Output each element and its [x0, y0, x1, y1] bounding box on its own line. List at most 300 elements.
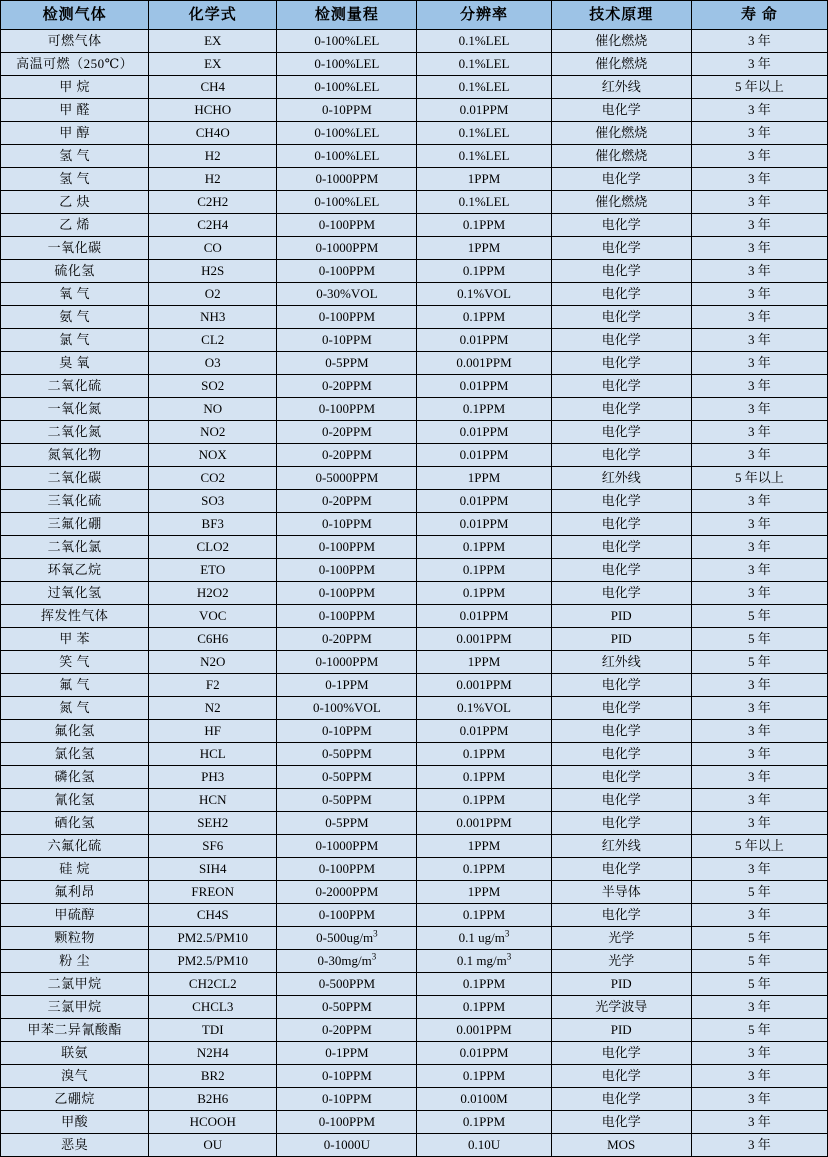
- table-cell: 3 年: [691, 789, 827, 812]
- table-row: [1, 743, 828, 766]
- table-cell: 0.1PPM: [417, 1111, 551, 1134]
- table-cell: 3 年: [691, 53, 827, 76]
- table-cell: 电化学: [551, 214, 691, 237]
- table-cell: 0.1%LEL: [417, 122, 551, 145]
- table-cell: 3 年: [691, 674, 827, 697]
- gas-name-cell: 高温可燃（250℃）: [1, 53, 149, 76]
- table-cell: 0.01PPM: [417, 444, 551, 467]
- table-cell: CLO2: [149, 536, 277, 559]
- table-cell: 3 年: [691, 30, 827, 53]
- table-row: [1, 375, 828, 398]
- table-cell: 0-10PPM: [277, 513, 417, 536]
- table-cell: PID: [551, 605, 691, 628]
- table-cell: NO: [149, 398, 277, 421]
- table-cell: 3 年: [691, 214, 827, 237]
- table-cell: 0-100%LEL: [277, 53, 417, 76]
- table-cell: 0-100%LEL: [277, 30, 417, 53]
- table-cell: 3 年: [691, 1111, 827, 1134]
- gas-name-cell: 六氟化硫: [1, 835, 149, 858]
- table-cell: 电化学: [551, 674, 691, 697]
- table-row: [1, 1111, 828, 1134]
- table-cell: 5 年以上: [691, 835, 827, 858]
- table-row: [1, 467, 828, 490]
- table-row: [1, 950, 828, 973]
- table-cell: 0-100PPM: [277, 260, 417, 283]
- table-cell: 1PPM: [417, 467, 551, 490]
- table-cell: 0.01PPM: [417, 513, 551, 536]
- gas-name-cell: 氧 气: [1, 283, 149, 306]
- table-cell: C6H6: [149, 628, 277, 651]
- table-cell: 0-5000PPM: [277, 467, 417, 490]
- table-cell: 0-500PPM: [277, 973, 417, 996]
- gas-name-cell: 三氟化硼: [1, 513, 149, 536]
- gas-name-cell: 甲 醛: [1, 99, 149, 122]
- table-cell: 0-30%VOL: [277, 283, 417, 306]
- table-row: [1, 996, 828, 1019]
- table-cell: 3 年: [691, 421, 827, 444]
- gas-name-cell: 恶臭: [1, 1134, 149, 1157]
- gas-name-cell: 二氧化氯: [1, 536, 149, 559]
- table-cell: PID: [551, 628, 691, 651]
- table-cell: 光学: [551, 950, 691, 973]
- table-cell: 3 年: [691, 398, 827, 421]
- table-cell: 电化学: [551, 99, 691, 122]
- gas-name-cell: 挥发性气体: [1, 605, 149, 628]
- table-row: [1, 191, 828, 214]
- table-cell: 红外线: [551, 467, 691, 490]
- gas-name-cell: 氨 气: [1, 306, 149, 329]
- table-row: [1, 766, 828, 789]
- table-row: [1, 904, 828, 927]
- table-cell: 0-20PPM: [277, 628, 417, 651]
- table-cell: 0.1PPM: [417, 306, 551, 329]
- table-row: [1, 927, 828, 950]
- table-cell: 0.1PPM: [417, 743, 551, 766]
- table-row: [1, 214, 828, 237]
- gas-name-cell: 颗粒物: [1, 927, 149, 950]
- column-header-6: 寿 命: [691, 1, 827, 30]
- table-cell: 0-1000PPM: [277, 651, 417, 674]
- gas-name-cell: 三氧化硫: [1, 490, 149, 513]
- table-cell: C2H2: [149, 191, 277, 214]
- table-cell: 3 年: [691, 191, 827, 214]
- table-cell: 0.1 $ug/m^3$: [417, 927, 551, 950]
- table-cell: 0-10PPM: [277, 1088, 417, 1111]
- table-cell: 0.01PPM: [417, 329, 551, 352]
- gas-name-cell: 甲 烷: [1, 76, 149, 99]
- table-cell: 电化学: [551, 490, 691, 513]
- table-row: [1, 1019, 828, 1042]
- table-cell: 0-100PPM: [277, 306, 417, 329]
- table-cell: 电化学: [551, 812, 691, 835]
- table-cell: 5 年: [691, 927, 827, 950]
- table-cell: 5 年: [691, 973, 827, 996]
- table-row: [1, 605, 828, 628]
- table-cell: $0-500ug/m^3$: [277, 927, 417, 950]
- table-cell: 电化学: [551, 697, 691, 720]
- table-cell: 3 年: [691, 697, 827, 720]
- table-cell: 0-100PPM: [277, 904, 417, 927]
- table-cell: 0.01PPM: [417, 605, 551, 628]
- table-cell: 0-20PPM: [277, 444, 417, 467]
- table-cell: H2O2: [149, 582, 277, 605]
- table-cell: 3 年: [691, 375, 827, 398]
- table-cell: 0-2000PPM: [277, 881, 417, 904]
- table-cell: 3 年: [691, 513, 827, 536]
- table-cell: 0.1%LEL: [417, 76, 551, 99]
- column-header-5: 技术原理: [551, 1, 691, 30]
- table-cell: 0.01PPM: [417, 490, 551, 513]
- table-cell: 3 年: [691, 812, 827, 835]
- table-row: [1, 329, 828, 352]
- table-cell: 电化学: [551, 559, 691, 582]
- gas-name-cell: 一氧化碳: [1, 237, 149, 260]
- gas-name-cell: 乙 烯: [1, 214, 149, 237]
- table-row: [1, 674, 828, 697]
- table-cell: 0.1PPM: [417, 1065, 551, 1088]
- table-cell: N2O: [149, 651, 277, 674]
- table-cell: 电化学: [551, 1042, 691, 1065]
- table-row: [1, 720, 828, 743]
- table-cell: 0-100%LEL: [277, 122, 417, 145]
- table-row: [1, 628, 828, 651]
- table-row: [1, 237, 828, 260]
- table-cell: 电化学: [551, 1088, 691, 1111]
- table-cell: N2: [149, 697, 277, 720]
- table-row: [1, 697, 828, 720]
- table-cell: 0-1000PPM: [277, 237, 417, 260]
- table-cell: 电化学: [551, 513, 691, 536]
- table-cell: 0-100PPM: [277, 536, 417, 559]
- gas-name-cell: 联氨: [1, 1042, 149, 1065]
- table-cell: NO2: [149, 421, 277, 444]
- table-cell: 电化学: [551, 283, 691, 306]
- table-cell: 电化学: [551, 237, 691, 260]
- table-cell: PID: [551, 1019, 691, 1042]
- table-cell: 0.1%LEL: [417, 30, 551, 53]
- table-cell: 电化学: [551, 858, 691, 881]
- gas-name-cell: 硅 烷: [1, 858, 149, 881]
- table-cell: 0.1PPM: [417, 536, 551, 559]
- table-cell: 0.1PPM: [417, 904, 551, 927]
- table-cell: 电化学: [551, 789, 691, 812]
- table-cell: 3 年: [691, 260, 827, 283]
- table-cell: 0.0100M: [417, 1088, 551, 1111]
- column-header-1: 检测气体: [1, 1, 149, 30]
- table-row: [1, 444, 828, 467]
- gas-name-cell: 氟化氢: [1, 720, 149, 743]
- table-row: [1, 789, 828, 812]
- table-cell: 0-100PPM: [277, 858, 417, 881]
- table-cell: 5 年以上: [691, 76, 827, 99]
- gas-name-cell: 乙硼烷: [1, 1088, 149, 1111]
- table-cell: 3 年: [691, 720, 827, 743]
- table-cell: 3 年: [691, 490, 827, 513]
- table-cell: 0.01PPM: [417, 720, 551, 743]
- table-cell: EX: [149, 53, 277, 76]
- gas-name-cell: 硒化氢: [1, 812, 149, 835]
- table-cell: 0-20PPM: [277, 490, 417, 513]
- table-cell: 红外线: [551, 651, 691, 674]
- table-cell: 0.1PPM: [417, 996, 551, 1019]
- table-cell: 电化学: [551, 421, 691, 444]
- table-cell: 3 年: [691, 559, 827, 582]
- gas-name-cell: 甲 醇: [1, 122, 149, 145]
- gas-name-cell: 氰化氢: [1, 789, 149, 812]
- table-cell: 电化学: [551, 168, 691, 191]
- table-cell: 电化学: [551, 1111, 691, 1134]
- table-cell: 3 年: [691, 904, 827, 927]
- table-cell: 0.01PPM: [417, 1042, 551, 1065]
- table-cell: 0-100PPM: [277, 559, 417, 582]
- table-cell: 电化学: [551, 536, 691, 559]
- table-cell: 3 年: [691, 352, 827, 375]
- table-cell: 电化学: [551, 444, 691, 467]
- table-cell: 3 年: [691, 444, 827, 467]
- table-cell: 0-10PPM: [277, 99, 417, 122]
- table-cell: 0-20PPM: [277, 421, 417, 444]
- table-cell: 3 年: [691, 237, 827, 260]
- column-header-4: 分辨率: [417, 1, 551, 30]
- table-row: [1, 881, 828, 904]
- gas-name-cell: 氢 气: [1, 145, 149, 168]
- gas-name-cell: 氟利昂: [1, 881, 149, 904]
- table-cell: MOS: [551, 1134, 691, 1157]
- table-cell: 0.001PPM: [417, 674, 551, 697]
- table-row: [1, 651, 828, 674]
- table-cell: 3 年: [691, 99, 827, 122]
- table-cell: OU: [149, 1134, 277, 1157]
- table-cell: 1PPM: [417, 881, 551, 904]
- table-cell: 3 年: [691, 582, 827, 605]
- table-cell: 光学: [551, 927, 691, 950]
- table-cell: 电化学: [551, 352, 691, 375]
- table-cell: CHCL3: [149, 996, 277, 1019]
- table-header-row: [1, 1, 828, 30]
- table-cell: 1PPM: [417, 168, 551, 191]
- table-row: [1, 53, 828, 76]
- gas-name-cell: 氮氧化物: [1, 444, 149, 467]
- table-cell: 3 年: [691, 858, 827, 881]
- table-cell: CH2CL2: [149, 973, 277, 996]
- table-cell: CL2: [149, 329, 277, 352]
- table-cell: 3 年: [691, 329, 827, 352]
- gas-name-cell: 环氧乙烷: [1, 559, 149, 582]
- table-cell: 红外线: [551, 835, 691, 858]
- table-row: [1, 559, 828, 582]
- table-cell: 0.01PPM: [417, 375, 551, 398]
- table-cell: SO3: [149, 490, 277, 513]
- table-cell: 0-1PPM: [277, 674, 417, 697]
- table-cell: SO2: [149, 375, 277, 398]
- table-cell: 3 年: [691, 1134, 827, 1157]
- table-cell: 电化学: [551, 1065, 691, 1088]
- table-cell: 0-100PPM: [277, 398, 417, 421]
- gas-name-cell: 甲硫醇: [1, 904, 149, 927]
- gas-name-cell: 可燃气体: [1, 30, 149, 53]
- table-cell: 电化学: [551, 904, 691, 927]
- table-cell: F2: [149, 674, 277, 697]
- table-cell: 3 年: [691, 743, 827, 766]
- table-cell: 0-20PPM: [277, 1019, 417, 1042]
- table-row: [1, 858, 828, 881]
- table-cell: 0.1%VOL: [417, 697, 551, 720]
- table-row: [1, 260, 828, 283]
- table-cell: 0.1PPM: [417, 214, 551, 237]
- table-row: [1, 835, 828, 858]
- table-cell: 电化学: [551, 766, 691, 789]
- gas-name-cell: 乙 炔: [1, 191, 149, 214]
- table-cell: CH4S: [149, 904, 277, 927]
- table-cell: 0.1 $mg/m^3$: [417, 950, 551, 973]
- table-cell: 0.01PPM: [417, 421, 551, 444]
- table-cell: 0-100PPM: [277, 582, 417, 605]
- table-row: [1, 1134, 828, 1157]
- gas-name-cell: 臭 氧: [1, 352, 149, 375]
- table-cell: H2: [149, 168, 277, 191]
- table-row: [1, 490, 828, 513]
- table-cell: 电化学: [551, 743, 691, 766]
- gas-name-cell: 笑 气: [1, 651, 149, 674]
- table-cell: 电化学: [551, 398, 691, 421]
- table-row: [1, 1065, 828, 1088]
- table-cell: 0-10PPM: [277, 1065, 417, 1088]
- table-cell: 0.1PPM: [417, 766, 551, 789]
- table-cell: BR2: [149, 1065, 277, 1088]
- table-cell: 0.1PPM: [417, 973, 551, 996]
- table-cell: 0.1%LEL: [417, 145, 551, 168]
- gas-name-cell: 氮 气: [1, 697, 149, 720]
- table-cell: HCOOH: [149, 1111, 277, 1134]
- table-row: [1, 421, 828, 444]
- table-cell: 5 年: [691, 628, 827, 651]
- table-cell: 0-20PPM: [277, 375, 417, 398]
- table-cell: O2: [149, 283, 277, 306]
- gas-name-cell: 甲 苯: [1, 628, 149, 651]
- table-cell: PM2.5/PM10: [149, 950, 277, 973]
- table-cell: 催化燃烧: [551, 53, 691, 76]
- gas-name-cell: 磷化氢: [1, 766, 149, 789]
- table-cell: SF6: [149, 835, 277, 858]
- gas-name-cell: 二氧化硫: [1, 375, 149, 398]
- table-cell: 3 年: [691, 766, 827, 789]
- table-cell: 0.1PPM: [417, 559, 551, 582]
- gas-name-cell: 氢 气: [1, 168, 149, 191]
- table-cell: 0-5PPM: [277, 812, 417, 835]
- table-cell: H2: [149, 145, 277, 168]
- table-cell: 3 年: [691, 996, 827, 1019]
- table-cell: 3 年: [691, 536, 827, 559]
- table-cell: PM2.5/PM10: [149, 927, 277, 950]
- table-cell: 催化燃烧: [551, 191, 691, 214]
- table-cell: CH4: [149, 76, 277, 99]
- table-cell: 半导体: [551, 881, 691, 904]
- table-cell: 0-50PPM: [277, 996, 417, 1019]
- table-cell: 0-50PPM: [277, 743, 417, 766]
- table-cell: 0.1%LEL: [417, 191, 551, 214]
- table-row: [1, 1088, 828, 1111]
- table-cell: 3 年: [691, 145, 827, 168]
- gas-name-cell: 二氯甲烷: [1, 973, 149, 996]
- gas-name-cell: 硫化氢: [1, 260, 149, 283]
- table-cell: 催化燃烧: [551, 30, 691, 53]
- table-cell: CH4O: [149, 122, 277, 145]
- table-cell: HCL: [149, 743, 277, 766]
- table-cell: EX: [149, 30, 277, 53]
- table-cell: 0.10U: [417, 1134, 551, 1157]
- table-cell: 0-50PPM: [277, 789, 417, 812]
- column-header-3: 检测量程: [277, 1, 417, 30]
- gas-name-cell: 氯 气: [1, 329, 149, 352]
- table-cell: 0-100PPM: [277, 605, 417, 628]
- table-cell: 电化学: [551, 306, 691, 329]
- table-cell: 0-100%LEL: [277, 191, 417, 214]
- table-cell: 5 年以上: [691, 467, 827, 490]
- table-row: [1, 582, 828, 605]
- table-cell: $0-30mg/m^3$: [277, 950, 417, 973]
- table-cell: 3 年: [691, 122, 827, 145]
- table-cell: 0-100%VOL: [277, 697, 417, 720]
- table-row: [1, 306, 828, 329]
- table-cell: 0-10PPM: [277, 720, 417, 743]
- table-cell: 3 年: [691, 1088, 827, 1111]
- table-cell: 0.1%LEL: [417, 53, 551, 76]
- table-cell: FREON: [149, 881, 277, 904]
- table-cell: C2H4: [149, 214, 277, 237]
- table-cell: BF3: [149, 513, 277, 536]
- table-cell: 0.1PPM: [417, 789, 551, 812]
- table-row: [1, 76, 828, 99]
- table-cell: PID: [551, 973, 691, 996]
- table-cell: NH3: [149, 306, 277, 329]
- table-header: [1, 1, 828, 30]
- table-row: [1, 168, 828, 191]
- table-cell: TDI: [149, 1019, 277, 1042]
- table-cell: 0.1PPM: [417, 858, 551, 881]
- gas-name-cell: 粉 尘: [1, 950, 149, 973]
- table-cell: 0-100%LEL: [277, 76, 417, 99]
- table-cell: HCN: [149, 789, 277, 812]
- table-row: [1, 812, 828, 835]
- table-cell: 0-100PPM: [277, 1111, 417, 1134]
- table-cell: 0-10PPM: [277, 329, 417, 352]
- table-cell: SEH2: [149, 812, 277, 835]
- table-cell: 5 年: [691, 651, 827, 674]
- table-cell: 0-1000U: [277, 1134, 417, 1157]
- gas-name-cell: 氯化氢: [1, 743, 149, 766]
- table-cell: H2S: [149, 260, 277, 283]
- table-cell: 0-5PPM: [277, 352, 417, 375]
- table-cell: 0-1000PPM: [277, 835, 417, 858]
- table-cell: PH3: [149, 766, 277, 789]
- table-row: [1, 513, 828, 536]
- table-cell: 3 年: [691, 168, 827, 191]
- gas-name-cell: 氟 气: [1, 674, 149, 697]
- gas-name-cell: 二氧化氮: [1, 421, 149, 444]
- table-cell: 红外线: [551, 76, 691, 99]
- table-cell: CO: [149, 237, 277, 260]
- table-row: [1, 283, 828, 306]
- table-cell: 3 年: [691, 1065, 827, 1088]
- table-cell: 光学波导: [551, 996, 691, 1019]
- column-header-2: 化学式: [149, 1, 277, 30]
- table-cell: SIH4: [149, 858, 277, 881]
- table-cell: 催化燃烧: [551, 122, 691, 145]
- table-row: [1, 1042, 828, 1065]
- gas-name-cell: 甲酸: [1, 1111, 149, 1134]
- gas-name-cell: 过氧化氢: [1, 582, 149, 605]
- table-cell: 电化学: [551, 329, 691, 352]
